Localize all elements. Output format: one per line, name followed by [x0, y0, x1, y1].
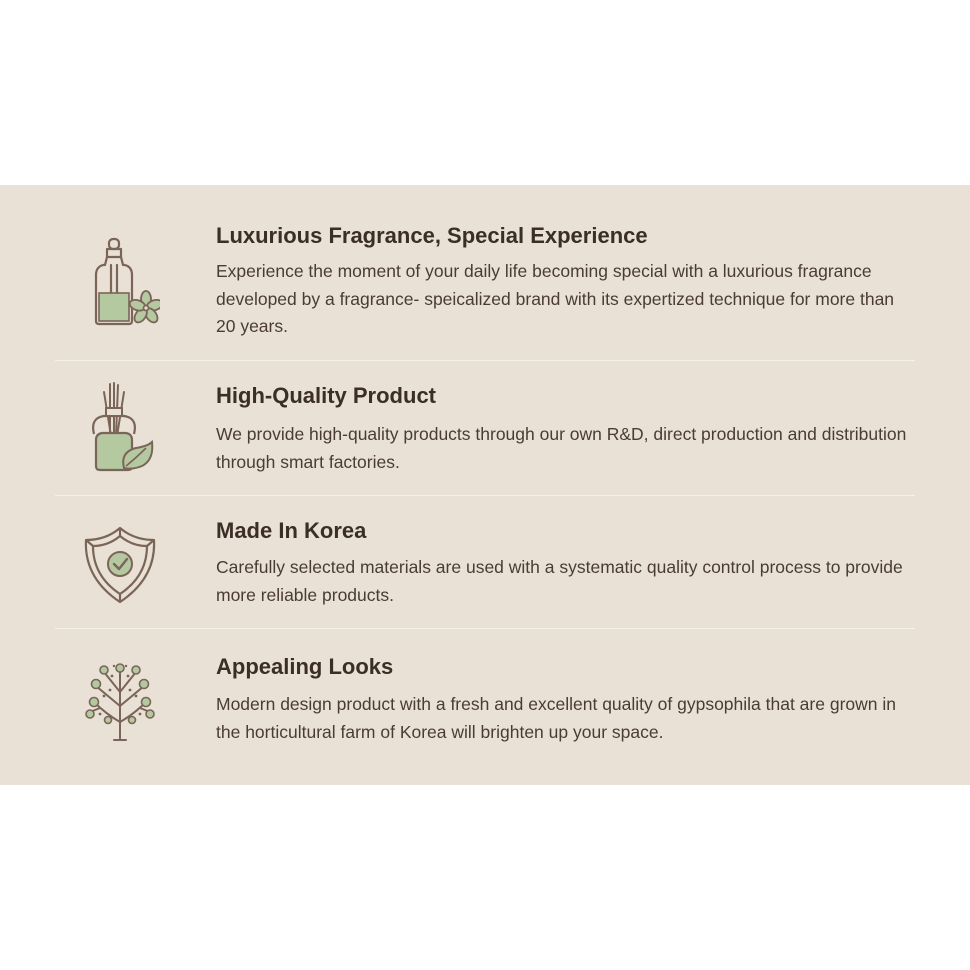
divider [55, 360, 915, 361]
divider [55, 495, 915, 496]
feature-title: Appealing Looks [216, 654, 394, 679]
divider [55, 628, 915, 629]
features-panel [0, 185, 970, 785]
shield-check-icon [80, 518, 160, 618]
gypsophila-tree-icon [80, 652, 160, 752]
feature-title: High-Quality Product [216, 383, 436, 408]
feature-description: Carefully selected materials are used with a systematic quality control process to provide more reliable products. [216, 557, 903, 605]
dropper-bottle-flower-icon [80, 235, 160, 335]
feature-title: Made In Korea [216, 518, 367, 543]
feature-description: Modern design product with a fresh and excellent quality of gypsophila that are grown in the horticultural farm of Korea will brighten up your space. [216, 694, 896, 742]
feature-title: Luxurious Fragrance, Special Experience [216, 223, 648, 248]
reed-diffuser-leaf-icon [80, 378, 160, 478]
feature-description: Experience the moment of your daily life becoming special with a luxurious fragrance developed by a fragrance- speicalized brand with its expertized technique for more than 20 years. [216, 261, 895, 336]
feature-description: We provide high-quality products through our own R&D, direct production and distribution through smart factories. [216, 424, 907, 472]
